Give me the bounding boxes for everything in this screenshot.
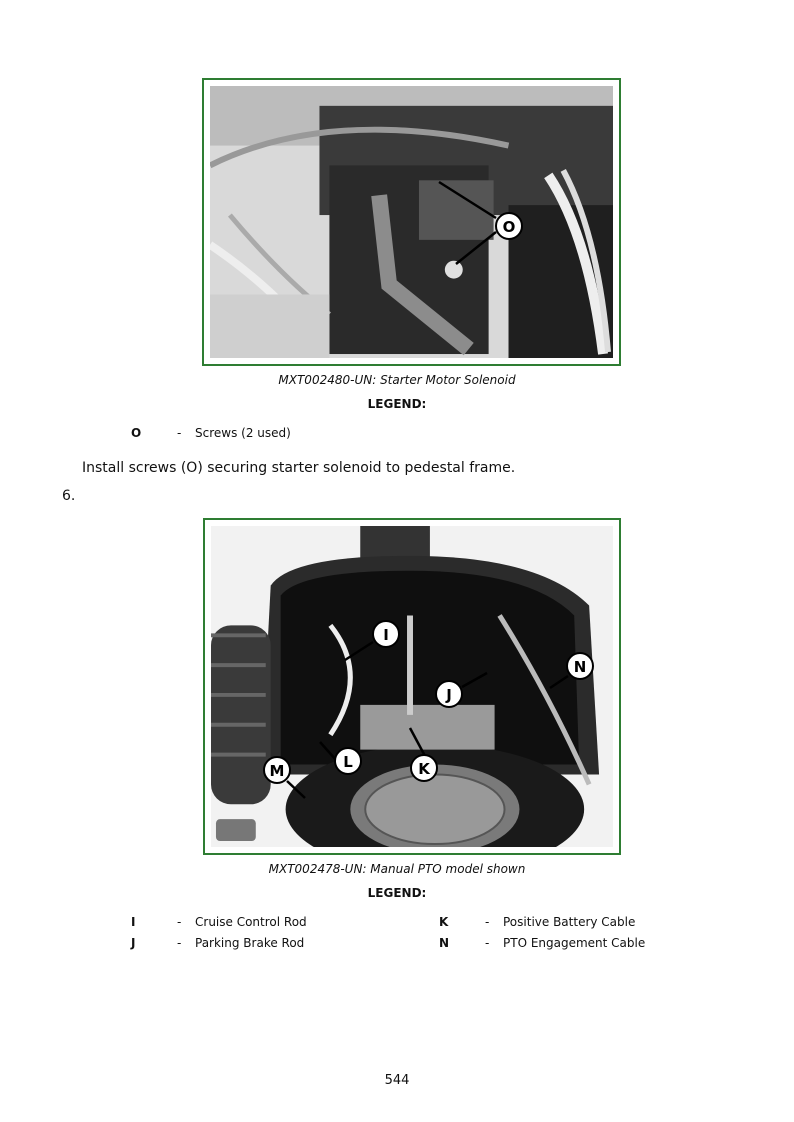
callout-j xyxy=(436,673,487,707)
legend-key: N xyxy=(439,936,450,950)
legend-dash: - xyxy=(177,915,182,929)
callout-o xyxy=(439,182,522,264)
svg-text:J: J xyxy=(446,686,452,704)
callout-m xyxy=(264,757,305,798)
legend-label: Screws (2 used) xyxy=(195,426,291,440)
legend-label: PTO Engagement Cable xyxy=(503,936,646,950)
legend-label: Parking Brake Rod xyxy=(195,936,305,950)
legend-item-o xyxy=(131,426,291,440)
legend-key: I xyxy=(131,915,136,929)
legend-item-j xyxy=(131,936,304,950)
step-number: 6. xyxy=(62,488,76,504)
svg-text:O: O xyxy=(502,218,516,236)
figure2-caption: MXT002478-UN: Manual PTO model shown xyxy=(268,862,526,876)
callout-n xyxy=(550,653,593,688)
svg-text:I: I xyxy=(383,626,389,644)
legend-dash: - xyxy=(177,426,182,440)
legend-item-n xyxy=(439,936,645,950)
legend-item-i xyxy=(131,915,307,929)
legend-label: Cruise Control Rod xyxy=(195,915,307,929)
legend-key: O xyxy=(131,426,142,440)
figure-starter-solenoid-photo xyxy=(202,78,621,366)
svg-text:M: M xyxy=(269,762,285,780)
figure1-caption: MXT002480-UN: Starter Motor Solenoid xyxy=(278,373,516,387)
page-number: 544 xyxy=(384,1073,410,1088)
svg-text:N: N xyxy=(573,658,587,676)
svg-text:K: K xyxy=(418,760,430,778)
legend-label: Positive Battery Cable xyxy=(503,915,636,929)
callout-k xyxy=(410,728,437,781)
callout-l xyxy=(320,742,361,774)
legend-dash: - xyxy=(485,915,490,929)
legend-item-k xyxy=(439,915,635,929)
legend-key: K xyxy=(439,915,449,929)
svg-text:L: L xyxy=(343,753,353,771)
legend-dash: - xyxy=(485,936,490,950)
figure-pedestal-photo xyxy=(203,518,621,855)
legend-dash: - xyxy=(177,936,182,950)
figure1-legend-title: LEGEND: xyxy=(367,397,427,411)
figure2-legend-title: LEGEND: xyxy=(367,886,427,900)
callout-i xyxy=(345,621,399,660)
instruction-text: Install screws (O) securing starter solenoid to pedestal frame. xyxy=(82,460,516,476)
legend-key: J xyxy=(131,936,136,950)
